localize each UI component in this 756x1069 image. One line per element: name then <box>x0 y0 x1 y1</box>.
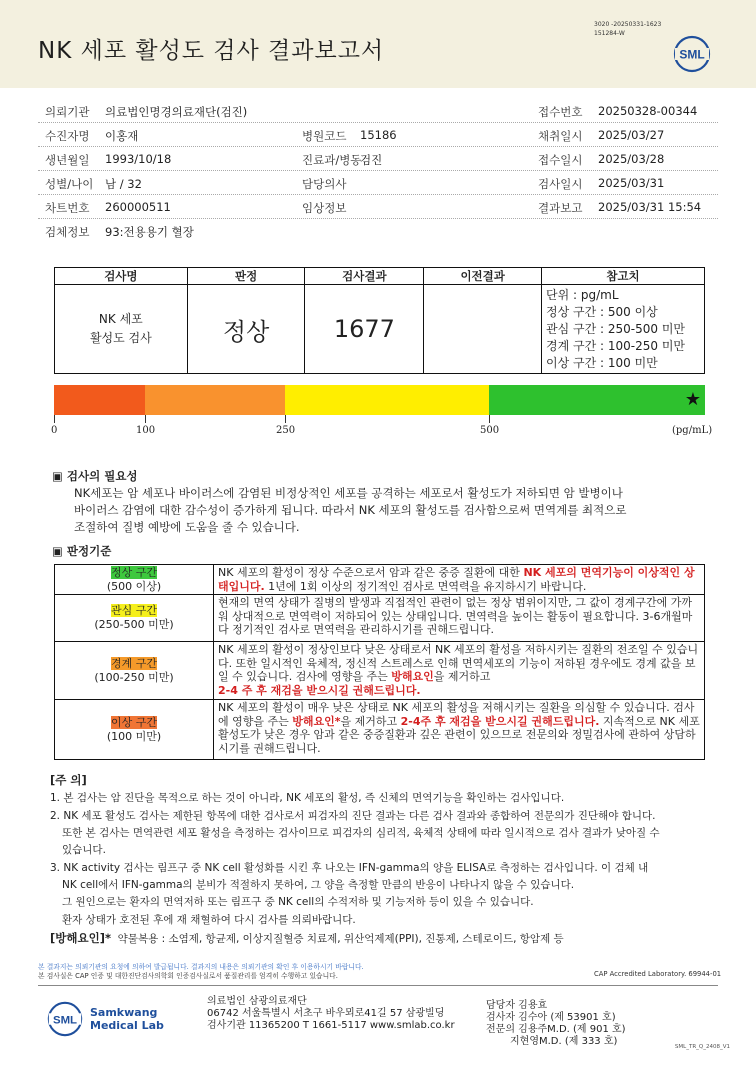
report-title: NK 세포 활성도 검사 결과보고서 <box>38 38 385 64</box>
header-judgement: 판정 <box>187 268 305 285</box>
header-result: 검사결과 <box>305 268 424 285</box>
info-row-3 <box>38 146 718 170</box>
result-marker-star-icon: ★ <box>684 389 701 410</box>
result-table-row <box>55 285 705 374</box>
clinical-info-label: 임상정보 <box>302 201 347 215</box>
institution-label: 의뢰기관 <box>45 105 90 119</box>
criteria-label-cell <box>55 565 214 595</box>
samkwang-logo-text: SML <box>52 1014 78 1027</box>
receipt-no-label: 접수번호 <box>538 105 583 119</box>
test-name-cell <box>55 285 188 374</box>
criteria-row-interest <box>55 595 705 642</box>
scale-tick <box>489 415 490 423</box>
signature-line: 검사자 김수아 (제 53901 호) <box>486 1012 616 1023</box>
institution-value: 의료법인명경의료재단(검진) <box>105 105 248 119</box>
info-row-6 <box>38 218 718 242</box>
section-square-icon: ▣ <box>52 469 67 483</box>
chart-no-label: 차트번호 <box>45 201 90 215</box>
criteria-abnormal-label: 이상 구간 <box>110 715 157 729</box>
necessity-line: 바이러스 감염에 대한 감수성이 증가하게 됩니다. 따라서 NK 세포의 활성도를 검사함으로써 면역계를 최적으로 <box>74 503 627 517</box>
form-version: SML_TR_Q_2408_V1 <box>674 1044 730 1050</box>
test-date-value: 2025/03/31 <box>598 176 665 190</box>
criteria-interest-label: 관심 구간 <box>110 604 157 617</box>
report-date-label: 결과보고 <box>538 201 583 215</box>
footer-disclaimer-1: 본 결과지는 의뢰기관의 요청에 의하여 발급됩니다. 결과지의 내용은 의뢰기관의 확인 후 이용하시기 바랍니다. <box>38 963 364 971</box>
reference-line: 이상 구간 : 100 미만 <box>546 356 658 370</box>
doctor-label: 담당의사 <box>302 177 347 191</box>
criteria-title: 판정기준 <box>66 544 112 558</box>
necessity-heading <box>52 468 138 484</box>
signature-line: 지현영M.D. (제 333 호) <box>510 1036 618 1047</box>
birth-label: 생년월일 <box>45 153 90 167</box>
test-name-line-1: NK 세포 <box>98 312 143 326</box>
scale-tick <box>145 415 146 423</box>
note-line: 그 원인으로는 환자의 면역저하 또는 림프구 중 NK cell의 수적저하 및 기능저하 등이 있을 수 있습니다. <box>62 896 534 908</box>
header-test-name: 검사명 <box>55 268 188 285</box>
result-scale-bar <box>54 385 705 415</box>
note-line: 환자 상태가 호전된 후에 재 채혈하여 다시 검사를 의뢰바랍니다. <box>62 914 356 926</box>
hospital-code-label: 병원코드 <box>302 129 347 143</box>
info-row-4 <box>38 170 718 194</box>
scale-tick <box>54 415 55 423</box>
info-row-2 <box>38 122 718 146</box>
criteria-normal-desc <box>214 565 705 595</box>
criteria-text: NK 세포의 활성이 정상인보다 낮은 상태로서 NK 세포의 활성을 저하시키는 질환의 전조일 수 있습니다. 또한 일시적인 육체적, 정신적 스트레스로 인해 면역세포의 기능이 저하된 경우에도 경계 값을 보일 수 있습니다. 검사에 영향을 주는 <box>218 643 699 683</box>
sex-age-label: 성별/나이 <box>45 177 94 191</box>
criteria-label-cell <box>55 595 214 642</box>
name-value: 이홍재 <box>105 129 139 143</box>
birth-value: 1993/10/18 <box>105 152 172 166</box>
header-reference: 참고치 <box>542 268 705 285</box>
criteria-text: 을 제거하고 <box>340 714 401 728</box>
criteria-row-normal <box>55 565 705 595</box>
criteria-highlight-text: NK 세포의 면역기능이 이상적인 상태입니다. <box>218 566 695 593</box>
criteria-highlight-text: 2-4주 후 재검을 받으시길 권해드립니다. <box>400 714 600 728</box>
address-line: 의료법인 삼광의료재단 <box>207 996 307 1007</box>
note-line: 있습니다. <box>62 844 106 856</box>
criteria-table <box>54 564 705 760</box>
footer-divider <box>38 985 718 986</box>
necessity-text <box>74 485 714 536</box>
criteria-text: 지속적으로 NK 세포 활성도가 낮은 경우 암과 같은 중증질환과 깊은 관련이 있으므로 전문의와 정밀검사에 관하여 상담하시기를 권해드립니다. <box>218 714 700 755</box>
header-banner <box>0 0 756 88</box>
notes-title: [주 의] <box>50 773 87 787</box>
receipt-date-value: 2025/03/28 <box>598 152 665 166</box>
info-row-1 <box>38 98 718 122</box>
criteria-row-border <box>55 642 705 700</box>
criteria-heading <box>52 543 111 559</box>
note-line: 1. 본 검사는 암 진단을 목적으로 하는 것이 아니라, NK 세포의 활성, 즉 신체의 면역기능을 확인하는 검사입니다. <box>50 792 565 804</box>
criteria-normal-label: 정상 구간 <box>110 565 157 579</box>
signature-line: 담당자 김용효 <box>486 1000 548 1011</box>
sml-logo-icon <box>672 34 712 74</box>
hospital-code-value: 15186 <box>360 128 397 142</box>
result-value: 1677 <box>305 285 424 374</box>
document-code-line-1: 3020 -20250331-1623 <box>594 21 662 28</box>
note-line: 3. NK activity 검사는 림프구 중 NK cell 활성화를 시킨 후 나오는 IFN-gamma의 양을 ELISA로 측정하는 검사입니다. 이 검체 내 <box>50 862 649 874</box>
header-previous: 이전결과 <box>424 268 542 285</box>
chart-no-value: 260000511 <box>105 200 171 214</box>
footer-address <box>207 996 455 1032</box>
address-line: 06742 서울특별시 서초구 바우뫼로41길 57 삼광빌딩 <box>207 1008 445 1019</box>
result-table <box>54 267 705 374</box>
cap-accreditation: CAP Accredited Laboratory. 69944-01 <box>594 970 722 978</box>
criteria-abnormal-desc <box>214 700 705 760</box>
criteria-abnormal-range: (100 미만) <box>106 729 162 743</box>
sex-age-value: 남 / 32 <box>105 177 142 191</box>
criteria-highlight-text: 2-4 주 후 재검을 받으시길 권해드립니다. <box>218 683 421 697</box>
reference-line: 관심 구간 : 250-500 미만 <box>546 322 686 336</box>
report-date-value: 2025/03/31 15:54 <box>598 200 702 214</box>
specimen-value: 93:전용용기 혈장 <box>105 225 194 239</box>
scale-tick-label: 100 <box>136 425 156 436</box>
document-code <box>594 20 661 38</box>
reference-cell <box>542 285 705 374</box>
name-label: 수진자명 <box>45 129 90 143</box>
necessity-title: 검사의 필요성 <box>66 469 138 483</box>
sml-logo-text: SML <box>679 47 705 62</box>
criteria-border-desc <box>214 642 705 700</box>
test-date-label: 검사일시 <box>538 177 583 191</box>
interfere-line <box>50 930 564 946</box>
note-line: 또한 본 검사는 면역관련 세포 활성을 측정하는 검사이므로 피검자의 심리적, 육체적 상태에 따라 일시적으로 검사 결과가 낮아질 수 <box>62 827 660 839</box>
info-row-5 <box>38 194 718 218</box>
address-line: 검사기관 11365200 T 1661-5117 www.smlab.co.kr <box>207 1020 455 1031</box>
scale-segment-interest <box>285 385 489 415</box>
note-line: NK cell에서 IFN-gamma의 분비가 적절하지 못하여, 그 양을 측정할 만큼의 반응이 나타나지 않을 수 있습니다. <box>62 879 575 891</box>
criteria-label-cell <box>55 642 214 700</box>
criteria-normal-range: (500 이상) <box>106 579 162 593</box>
criteria-highlight-text: 방해요인 <box>391 670 434 683</box>
note-line: 2. NK 세포 활성도 검사는 제한된 항목에 대한 검사로서 피검자의 진단 결과는 다른 검사 결과와 종합하여 전문의가 진단해야 합니다. <box>50 810 656 822</box>
scale-segment-normal <box>489 385 705 415</box>
scale-tick-label: 500 <box>480 425 500 436</box>
criteria-text: 1년에 1회 이상의 정기적인 검사로 면역력을 유지하시기 바랍니다. <box>264 579 587 593</box>
scale-segment-border <box>145 385 285 415</box>
brand-line-2: Medical Lab <box>90 1019 164 1032</box>
scale-segment-abnormal <box>54 385 145 415</box>
specimen-label: 검체정보 <box>45 225 90 239</box>
document-code-line-2: 151284-W <box>594 30 625 37</box>
criteria-label-cell <box>55 700 214 760</box>
criteria-border-range: (100-250 미만) <box>94 670 174 684</box>
scale-tick-label: 0 <box>51 425 58 436</box>
footer-disclaimer-2: 본 검사실은 CAP 인증 및 대한진단검사의학회 인증검사실로서 품질관리를 엄격히 수행하고 있습니다. <box>38 972 338 980</box>
collect-date-label: 채취일시 <box>538 129 583 143</box>
scale-unit-label: (pg/mL) <box>672 425 713 436</box>
reference-line: 정상 구간 : 500 이상 <box>546 305 658 319</box>
interfere-text: 약물복용 : 소염제, 항균제, 이상지질혈증 치료제, 위산억제제(PPI), 진통제, 스테로이드, 항암제 등 <box>117 933 564 945</box>
criteria-row-abnormal <box>55 700 705 760</box>
footer-signatures <box>486 1000 626 1048</box>
reference-line: 단위 : pg/mL <box>546 288 619 302</box>
interfere-label: [방해요인]* <box>50 931 111 945</box>
dept-value: 검진 <box>360 153 383 167</box>
scale-tick <box>285 415 286 423</box>
necessity-line: NK세포는 암 세포나 바이러스에 감염된 비정상적인 세포를 공격하는 세포로서 활성도가 저하되면 암 발병이나 <box>74 486 623 500</box>
receipt-no-value: 20250328-00344 <box>598 104 698 118</box>
criteria-text: NK 세포의 활성이 매우 낮은 상태로 NK 세포의 활성을 저해시키는 질환을 의심할 수 있습니다. 검사에 영향을 주는 <box>218 701 695 728</box>
reference-line: 경계 구간 : 100-250 미만 <box>546 339 686 353</box>
receipt-date-label: 접수일시 <box>538 153 583 167</box>
criteria-text: 을 제거하고 <box>433 670 491 683</box>
previous-result-value <box>424 285 542 374</box>
signature-line: 전문의 김용주M.D. (제 901 호) <box>486 1024 626 1035</box>
criteria-border-label: 경계 구간 <box>110 656 157 670</box>
brand-line-1: Samkwang <box>90 1006 158 1019</box>
result-table-header-row <box>55 268 705 285</box>
criteria-text: NK 세포의 활성이 정상 수준으로서 암과 같은 중증 질환에 대한 <box>218 566 524 579</box>
test-name-line-2: 활성도 검사 <box>89 331 152 345</box>
collect-date-value: 2025/03/27 <box>598 128 665 142</box>
dept-label: 진료과/병동 <box>302 153 362 167</box>
footer-brand <box>90 1006 164 1032</box>
criteria-highlight-text: 방해요인* <box>292 714 341 728</box>
judgement-value: 정상 <box>187 285 305 374</box>
samkwang-logo-icon <box>46 1000 84 1038</box>
criteria-interest-desc: 현재의 면역 상태가 질병의 발생과 직접적인 관련이 없는 정상 범위이지만, 그 값이 경계구간에 가까워 상대적으로 면역력이 저하되어 있는 상태입니다. 면역력을 높이는 활동이 필요합니다. 3-6개월마다 정기적인 검사로 면역력을 관리하시기를 권해드립니다. <box>214 595 705 642</box>
criteria-interest-range: (250-500 미만) <box>94 618 174 631</box>
scale-tick-label: 250 <box>276 425 296 436</box>
section-square-icon: ▣ <box>52 544 67 558</box>
necessity-line: 조절하여 질병 예방에 도움을 줄 수 있습니다. <box>74 520 300 534</box>
